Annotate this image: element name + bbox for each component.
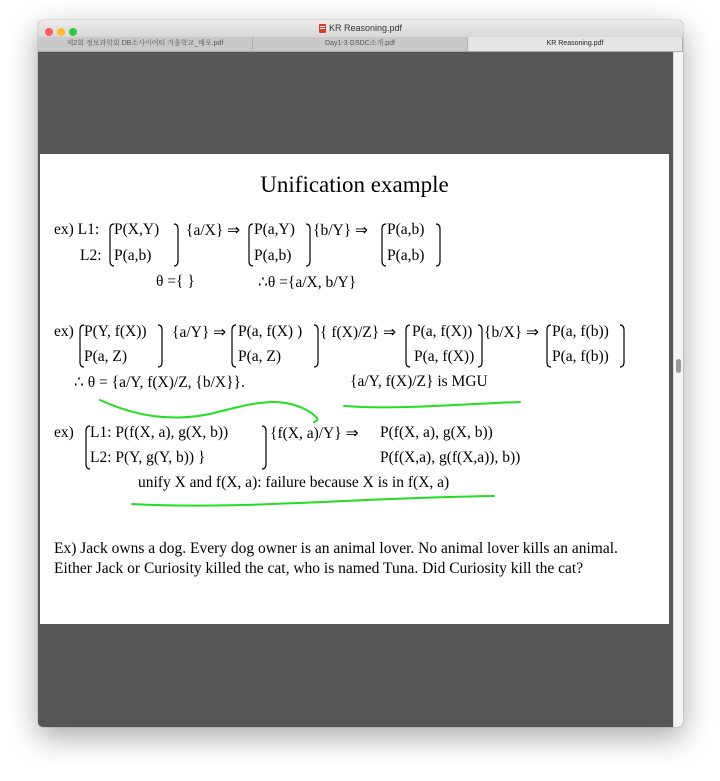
ex3-l1: L1: P(f(X, a), g(X, b)) [90,424,229,441]
ex2-therefore: ∴ θ = {a/Y, f(X)/Z, {b/X}}. [74,374,245,391]
ex3-subst: {f(X, a)/Y} ⇒ [270,425,359,442]
ex1-m1-bot: P(a,b) [114,247,152,264]
window-title: KR Reasoning.pdf [328,23,403,33]
ex2-subst-1: {a/Y} ⇒ [172,324,227,341]
problem-paragraph: Ex) Jack owns a dog. Every dog owner is an animal lover. No animal lover kills an animal. Either Jack or Curiosity killed the cat, who is named Tuna. Did Curiosity kill the cat? [54,540,618,577]
tab-gsdc-intro[interactable]: Day1-3 GSDC소개.pdf [253,37,468,51]
tab-bar [38,37,683,52]
ex3-l2: L2: P(Y, g(Y, b)) } [90,449,206,466]
ex1-l2-label: L2: [80,247,102,264]
ex1-m2-top: P(a,Y) [254,221,295,238]
ex3-label: ex) [54,424,74,441]
close-button[interactable] [45,28,53,36]
ex2-m3-top: P(a, f(X)) [412,323,473,340]
ex1-theta-init: θ ={ } [156,273,195,290]
tab-db-winter-school[interactable]: 제2회 정보과학회 DB소사이어티 겨울학교_배포.pdf [38,37,253,51]
tab-kr-reasoning[interactable]: KR Reasoning.pdf [468,37,683,51]
ex1-m2-bot: P(a,b) [254,247,292,264]
ex1-theta-result: ∴θ ={a/X, b/Y} [258,274,357,291]
pdf-file-icon [319,24,326,33]
ex2-m4-top: P(a, f(b)) [552,323,609,340]
ex2-m2-bot: P(a, Z) [238,348,282,365]
ex2-label: ex) [54,323,74,340]
pdf-page [40,154,669,624]
ex1-subst-1: {a/X} ⇒ [186,222,241,239]
ex3-failure-note: unify X and f(X, a): failure because X is in f(X, a) [138,474,450,491]
ex1-subst-2: {b/Y} ⇒ [313,222,368,239]
ex2-m3-bot: P(a, f(X)) [414,348,475,365]
scroll-thumb[interactable] [676,359,681,373]
zoom-button[interactable] [69,28,77,36]
ex3-result-1: P(f(X, a), g(X, b)) [380,424,493,441]
ex2-m1-bot: P(a, Z) [84,348,128,365]
ex2-mgu: {a/Y, f(X)/Z} is MGU [350,373,488,390]
ex1-label: ex) L1: [54,221,100,238]
pdf-viewer-window [38,20,683,727]
ex3-result-2: P(f(X,a), g(f(X,a)), b)) [380,449,521,466]
ex2-m4-bot: P(a, f(b)) [552,348,609,365]
ex1-m3-top: P(a,b) [387,221,425,238]
ex2-subst-3: {b/X} ⇒ [484,324,539,341]
ex2-m2-top: P(a, f(X) ) [238,323,303,340]
ex1-m3-bot: P(a,b) [387,247,425,264]
ex2-subst-2: { f(X)/Z} ⇒ [320,324,397,341]
vertical-scrollbar[interactable] [673,52,683,727]
minimize-button[interactable] [57,28,65,36]
ex2-m1-top: P(Y, f(X)) [84,323,147,340]
title-bar [38,20,683,37]
ex1-m1-top: P(X,Y) [114,221,160,238]
slide-title: Unification example [260,172,449,197]
